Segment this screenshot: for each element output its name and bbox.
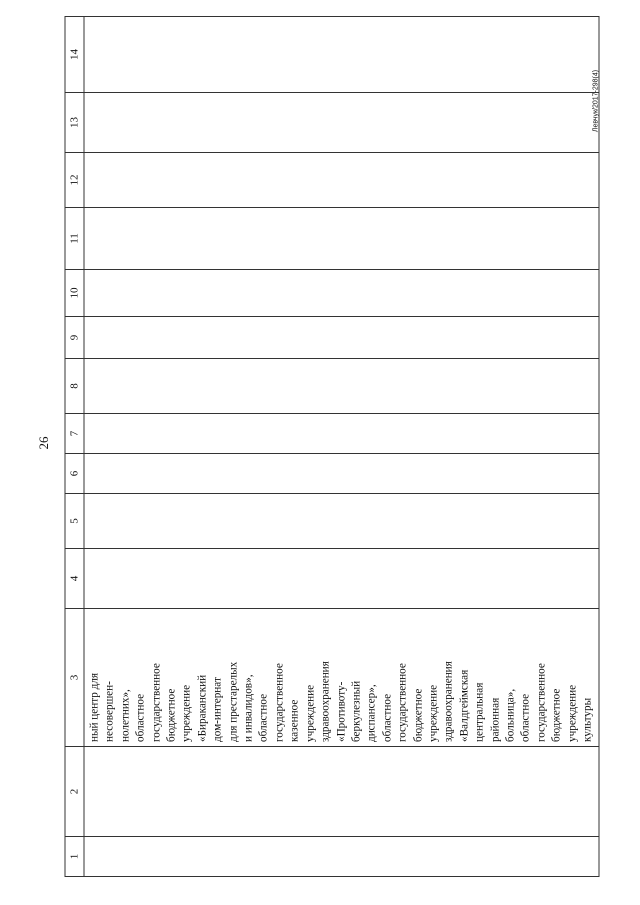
- cell-line: областное: [381, 693, 394, 742]
- table-cell: [84, 93, 599, 153]
- column-header: 11: [65, 208, 84, 270]
- cell-line: государственное: [535, 663, 548, 742]
- table-cell: [84, 837, 599, 877]
- cell-line: и инвалидов»,: [242, 674, 255, 742]
- document-code: Левчук/2017-298(4): [592, 69, 600, 133]
- cell-line: «Валдгеймская: [458, 669, 471, 742]
- cell-line: больница»,: [504, 688, 517, 742]
- cell-line: бюджетное: [550, 688, 563, 742]
- cell-line: бюджетное: [165, 688, 178, 742]
- cell-line: ный центр для: [88, 672, 101, 742]
- column-header: 8: [65, 359, 84, 414]
- table-cell: [84, 153, 599, 208]
- column-header: 13: [65, 93, 84, 153]
- cell-line: несовершен-: [103, 681, 116, 742]
- table-cell: [84, 549, 599, 609]
- column-header: 7: [65, 414, 84, 454]
- cell-line: областное: [134, 693, 147, 742]
- cell-line: нолетних»,: [119, 689, 132, 742]
- cell-line: здравоохранения: [319, 661, 332, 742]
- cell-line: дом-интернат: [211, 677, 224, 742]
- cell-line: казенное: [288, 699, 301, 742]
- column-header: 1: [65, 837, 84, 877]
- column-header: 12: [65, 153, 84, 208]
- cell-line: учреждение: [427, 684, 440, 742]
- cell-line: государственное: [396, 663, 409, 742]
- cell-line: бюджетное: [412, 688, 425, 742]
- cell-line: учреждение: [180, 684, 193, 742]
- table-cell: [84, 208, 599, 270]
- header-row: [65, 17, 84, 877]
- cell-line: «Противоту-: [335, 681, 347, 742]
- column-header: 14: [65, 17, 84, 93]
- column-header: 2: [65, 747, 84, 837]
- column-header: 3: [65, 609, 84, 747]
- cell-line: областное: [519, 693, 532, 742]
- column-header: 5: [65, 494, 84, 549]
- cell-line: учреждение: [566, 684, 579, 742]
- cell-line: беркулезный: [350, 680, 363, 742]
- column-header: 6: [65, 454, 84, 494]
- cell-line: районная: [489, 697, 502, 742]
- cell-line: диспансер»,: [365, 684, 378, 742]
- table-cell: [84, 17, 599, 93]
- cell-line: государственное: [150, 663, 163, 742]
- table-cell: [84, 414, 599, 454]
- cell-line: культуры: [581, 697, 594, 742]
- table-cell: [84, 494, 599, 549]
- cell-line: государственное: [273, 663, 286, 742]
- organization-list-cell: [84, 609, 599, 747]
- column-header: 9: [65, 317, 84, 359]
- cell-line: областное: [257, 693, 270, 742]
- cell-line: учреждение: [304, 684, 317, 742]
- cell-line: центральная: [473, 682, 486, 742]
- table-cell: [84, 454, 599, 494]
- table-cell: [84, 270, 599, 317]
- cell-line: здравоохранения: [442, 661, 455, 742]
- data-table: [65, 16, 600, 877]
- table-row: [84, 17, 599, 877]
- page-number: 26: [36, 436, 51, 450]
- table-cell: [84, 317, 599, 359]
- cell-line: «Бираканский: [196, 674, 209, 742]
- table-cell: [84, 747, 599, 837]
- column-header: 4: [65, 549, 84, 609]
- table-container: [65, 17, 594, 877]
- table-cell: [84, 359, 599, 414]
- column-header: 10: [65, 270, 84, 317]
- cell-line: для престарелых: [227, 661, 240, 742]
